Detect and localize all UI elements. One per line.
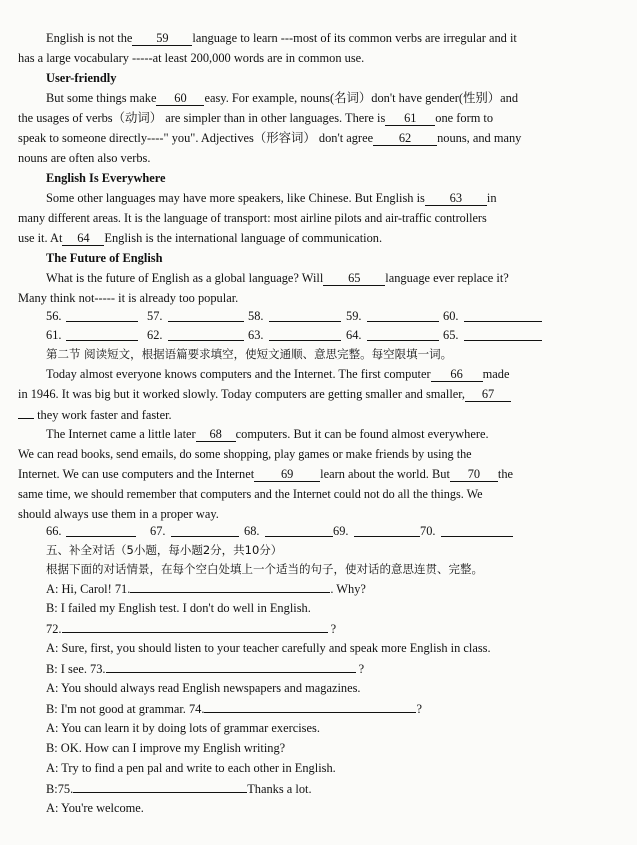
passage-line: Many think not----- it is already too popular. [18,291,239,305]
blank-59: 59 [132,31,192,46]
dialog-line: A: Try to find a pen pal and write to each other in English. [46,761,336,775]
section-heading-user-friendly: User-friendly [46,71,117,85]
text: Thanks a lot. [247,782,312,796]
text: nouns, and many [437,131,522,145]
answer-label: 65. [443,328,459,342]
answer-row-66-70 [0,523,637,540]
answer-line[interactable] [367,340,439,341]
answer-label: 70. [420,524,436,538]
answer-line[interactable] [269,321,341,322]
dialog-line [46,660,637,677]
answer-line-72[interactable] [62,620,328,633]
text: computers. But it can be found almost everywhere. [235,427,489,441]
answer-label: 64. [346,328,362,342]
answer-label: 60. [443,309,459,323]
passage-line [18,230,637,247]
passage-line [46,270,637,287]
text: A: Hi, Carol! 71. [46,582,131,596]
answer-line[interactable] [464,321,542,322]
passage-line: many different areas. It is the language of transport: most airline pilots and air-traffic controllers [18,211,487,225]
blank-64: 64 [62,231,104,246]
dialog-line: B: OK. How can I improve my English writing? [46,741,286,755]
dialog-line: B: I failed my English test. I don't do well in English. [46,601,311,615]
passage-line: should always use them in a proper way. [18,507,219,521]
blank-67: 67 [465,387,511,402]
answer-row-61-65 [0,327,637,344]
answer-label: 68. [244,524,260,538]
passage-line [18,50,637,67]
section2-heading: 第二节 阅读短文，根据语篇要求填空，使短文通顺、意思完整。每空限填一词。 [46,347,453,361]
text: Internet. We can use computers and the Internet [18,467,255,481]
answer-label: 66. [46,524,62,538]
text: ? [416,702,422,716]
text: Today almost everyone knows computers and the Internet. The first computer [46,367,431,381]
text: one form to [435,111,494,125]
text: use it. At [18,231,63,245]
answer-line[interactable] [171,536,239,537]
answer-label: 61. [46,328,62,342]
answer-row-56-60 [0,308,637,325]
dialog-line: A: You can learn it by doing lots of grammar exercises. [46,721,320,735]
text: the [497,467,514,481]
answer-line-75[interactable] [73,780,247,793]
text: ? [358,662,365,676]
passage-line [18,406,637,423]
text: in 1946. It was big but it worked slowly. Today computers are getting smaller and smaller, [18,387,466,401]
text: B: I see. 73. [46,662,106,676]
answer-line[interactable] [269,340,341,341]
passage-line [18,130,637,147]
answer-line[interactable] [441,536,513,537]
text: Some other languages may have more speakers, like Chinese. But English is [46,191,425,205]
answer-label: 58. [248,309,264,323]
blank-69: 69 [254,467,320,482]
passage-line [46,190,637,207]
blank-67-continued [18,406,34,419]
text: has a large vocabulary -----at least 200,000 words are in common use. [18,51,365,65]
text: . Why? [330,582,366,596]
answer-label: 67. [150,524,166,538]
answer-line-71[interactable] [130,580,330,593]
text: ? [330,622,337,636]
passage-line [18,386,637,403]
text: But some things make [46,91,157,105]
text: 72. [46,622,62,636]
blank-62: 62 [373,131,437,146]
text: English is the international language of communication. [104,231,383,245]
section5-instruction: 根据下面的对话情景，在每个空白处填上一个适当的句子，使对话的意思连贯、完整。 [46,562,483,576]
text: B:75. [46,782,74,796]
text: speak to someone directly----" you". Adjectives（形容词） don't agree [18,131,374,145]
dialog-line: A: You're welcome. [46,801,144,815]
passage-line [46,30,637,47]
passage-line [46,366,637,383]
answer-label: 63. [248,328,264,342]
dialog-line [46,700,637,717]
blank-66: 66 [431,367,483,382]
blank-63: 63 [425,191,487,206]
answer-label: 69. [333,524,349,538]
section-heading-english-everywhere: English Is Everywhere [46,171,166,185]
answer-label: 62. [147,328,163,342]
blank-61: 61 [385,111,435,126]
passage-line: We can read books, send emails, do some shopping, play games or make friends by using the [18,447,472,461]
text: B: I'm not good at grammar. 74. [46,702,205,716]
passage-line [46,90,637,107]
answer-line[interactable] [66,321,138,322]
section5-heading: 五、补全对话（5小题，每小题2分，共10分） [46,543,283,557]
answer-line[interactable] [66,340,138,341]
dialog-line: A: You should always read English newspapers and magazines. [46,681,361,695]
dialog-line [46,620,637,637]
answer-line-74[interactable] [204,700,416,713]
answer-line[interactable] [464,340,542,341]
text: The Internet came a little later [46,427,196,441]
dialog-line [46,580,637,597]
section-heading-future: The Future of English [46,251,163,265]
text: language to learn ---most of its common verbs are irregular and it [192,31,517,45]
text: easy. For example, nouns(名词）don't have gender(性别）and [204,91,519,105]
text: the usages of verbs（动词） are simpler than in other languages. There is [18,111,386,125]
answer-line[interactable] [354,536,420,537]
answer-line[interactable] [265,536,333,537]
passage-line [18,110,637,127]
text: English is not the [46,31,133,45]
text: language ever replace it? [385,271,509,285]
text: made [482,367,510,381]
answer-label: 56. [46,309,62,323]
passage-line: same time, we should remember that computers and the Internet could not do all the things. We [18,487,483,501]
answer-line[interactable] [66,536,136,537]
text: they work faster and faster. [37,408,172,422]
blank-65: 65 [323,271,385,286]
passage-line [18,466,637,483]
passage-line: nouns are often also verbs. [18,151,151,165]
blank-60: 60 [156,91,204,106]
answer-line[interactable] [168,321,244,322]
dialog-line: A: Sure, first, you should listen to your teacher carefully and speak more English in class. [46,641,491,655]
answer-line[interactable] [168,340,244,341]
answer-line[interactable] [367,321,439,322]
text: What is the future of English as a global language? Will [46,271,324,285]
blank-68: 68 [196,427,236,442]
answer-line-73[interactable] [106,660,356,673]
text: in [486,191,497,205]
passage-line [46,426,637,443]
answer-label: 57. [147,309,163,323]
answer-label: 59. [346,309,362,323]
blank-70: 70 [450,467,498,482]
text: learn about the world. But [320,467,450,481]
dialog-line [46,780,637,797]
